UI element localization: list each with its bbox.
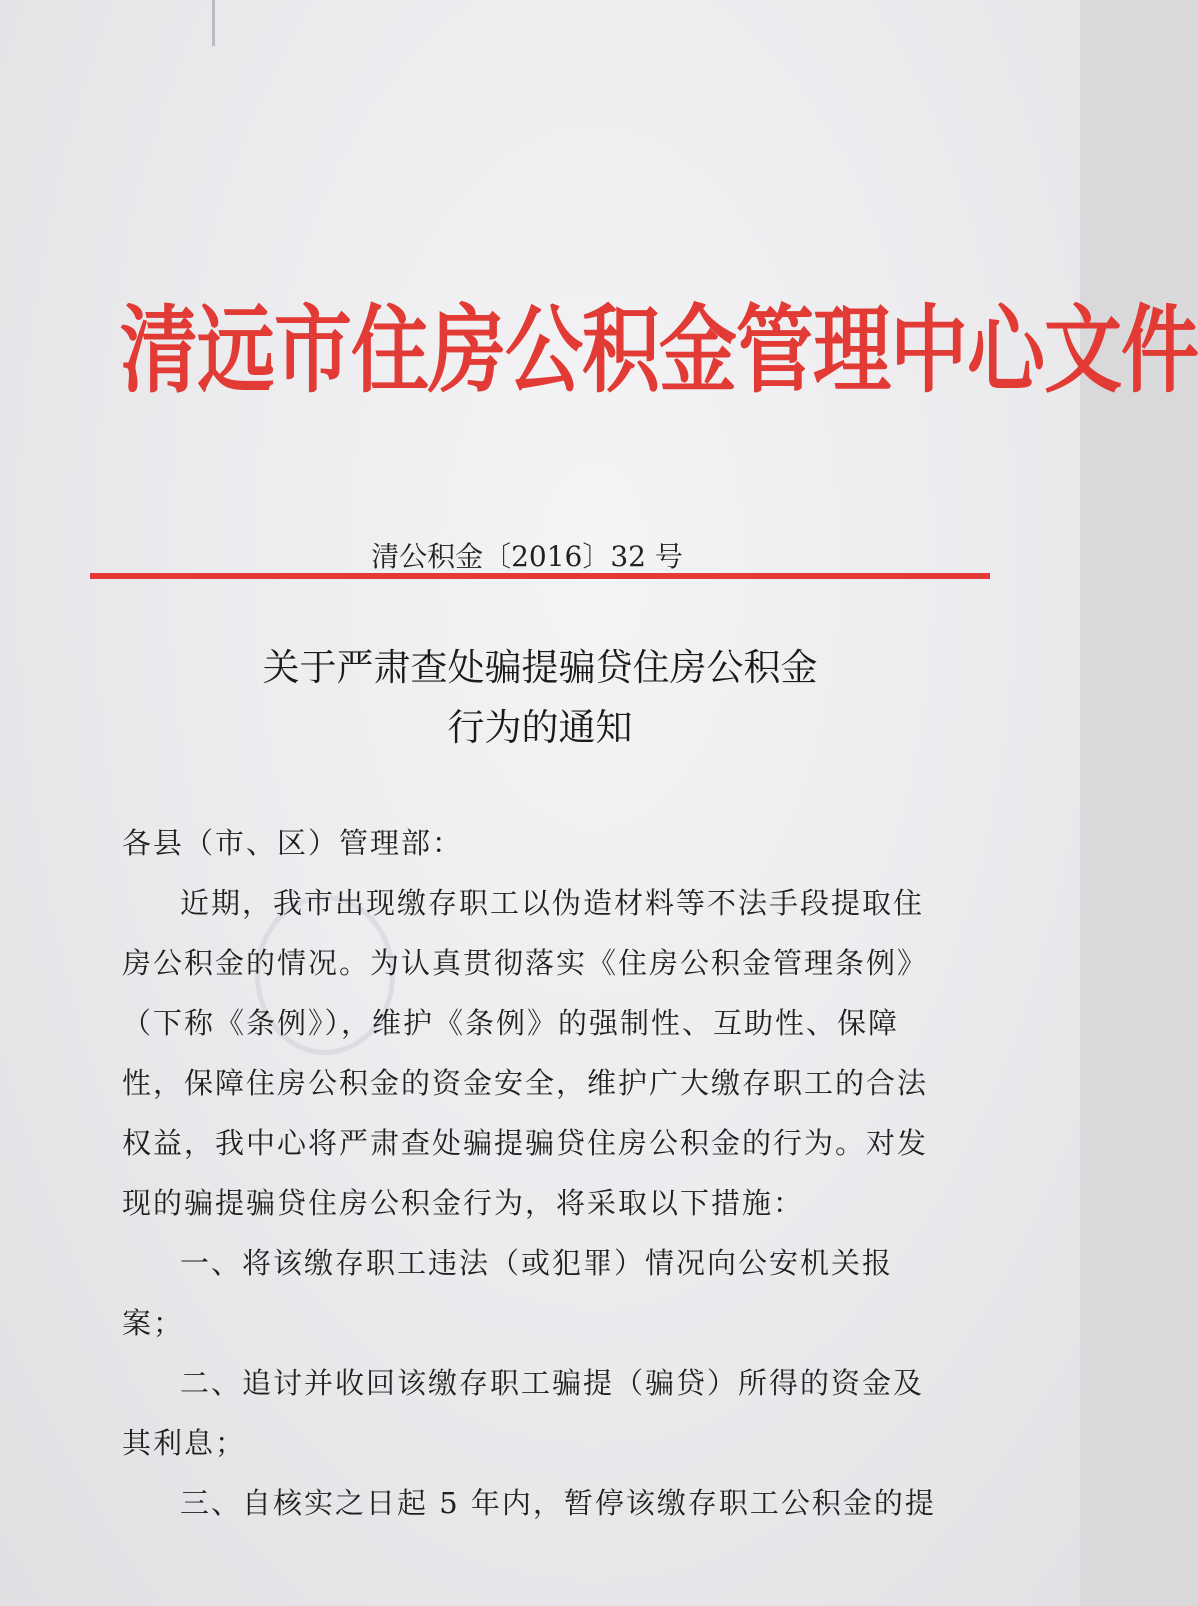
intro-paragraph: 近期，我市出现缴存职工以伪造材料等不法手段提取住房公积金的情况。为认真贯彻落实《住房公积金管理条例》（下称《条例》），维护《条例》的强制性、互助性、保障性，保障住房公积金的资金安全，维护广大缴存职工的合法权益，我中心将严肃查处骗提骗贷住房公积金的行为。对发现的骗提骗贷住房公积金行为，将采取以下措施：: [122, 886, 929, 1220]
notice-title: [90, 638, 990, 758]
measure-item-3: 三、自核实之日起 5 年内，暂停该缴存职工公积金的提: [180, 1486, 936, 1520]
document-number: 清公积金〔2016〕32 号: [371, 540, 683, 573]
paper-fold-mark: [212, 0, 215, 46]
notice-body: [122, 813, 944, 1533]
notice-title-line-2: 行为的通知: [447, 706, 633, 749]
measure-item-1: 一、将该缴存职工违法（或犯罪）情况向公安机关报案；: [122, 1246, 894, 1340]
notice-title-line-1: 关于严肃查处骗提骗贷住房公积金: [262, 646, 818, 689]
red-divider-line: [90, 573, 990, 579]
salutation: 各县（市、区）管理部：: [122, 826, 464, 860]
measure-item-2: 二、追讨并收回该缴存职工骗提（骗贷）所得的资金及其利息；: [122, 1366, 925, 1460]
issuing-org-title: 清远市住房公积金管理中心文件: [120, 296, 1198, 407]
